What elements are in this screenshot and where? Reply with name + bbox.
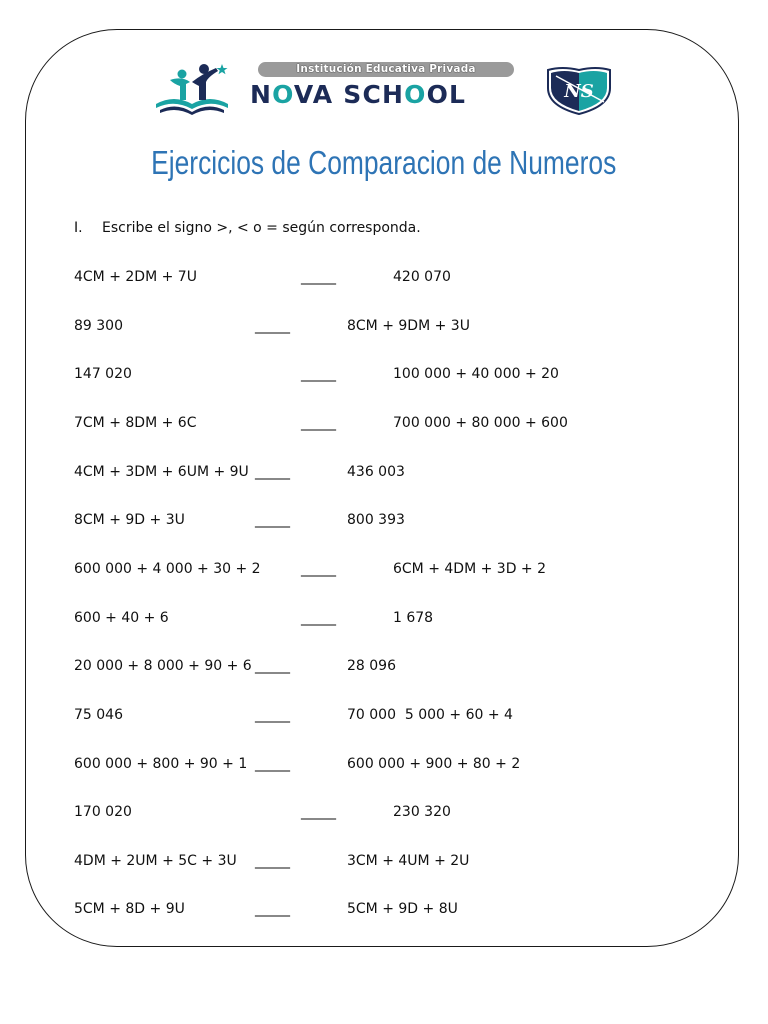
exercise-left-expression: 75 046	[74, 706, 123, 723]
exercise-left-expression: 4CM + 3DM + 6UM + 9U	[74, 463, 249, 480]
exercise-row	[0, 609, 768, 629]
exercise-right-expression: 6CM + 4DM + 3D + 2	[393, 560, 547, 577]
exercise-right-expression: 800 393	[347, 512, 405, 529]
exercise-right-expression: 230 320	[393, 804, 451, 821]
answer-blank[interactable]: _____	[255, 706, 290, 723]
exercise-row	[0, 268, 768, 288]
svg-text:NS: NS	[564, 81, 594, 102]
exercise-right-expression: 436 003	[347, 463, 405, 480]
answer-blank[interactable]: _____	[255, 852, 290, 869]
exercise-left-expression: 4DM + 2UM + 5C + 3U	[74, 852, 237, 869]
page-title: Ejercicios de Comparacion de Numeros	[151, 144, 617, 181]
exercise-right-expression: 8CM + 9DM + 3U	[347, 317, 470, 334]
answer-blank[interactable]: _____	[255, 901, 290, 918]
exercise-row	[0, 365, 768, 385]
answer-blank[interactable]: _____	[301, 269, 336, 285]
exercise-row	[0, 900, 768, 920]
exercise-left-expression: 7CM + 8DM + 6C	[74, 414, 197, 431]
answer-blank[interactable]: _____	[255, 658, 290, 675]
school-name: NOVA SCHOOL	[250, 80, 467, 109]
answer-blank[interactable]: _____	[255, 755, 290, 772]
exercise-right-expression: 28 096	[347, 658, 396, 675]
exercise-left-expression: 170 020	[74, 804, 132, 821]
exercise-row	[0, 755, 768, 775]
answer-blank[interactable]: _____	[301, 804, 336, 821]
exercise-row	[0, 560, 768, 580]
instruction-number: I.	[74, 220, 83, 236]
exercise-left-expression: 5CM + 8D + 9U	[74, 901, 185, 918]
exercise-right-expression: 100 000 + 40 000 + 20	[393, 366, 559, 383]
exercise-right-expression: 70 000 5 000 + 60 + 4	[347, 706, 513, 723]
answer-blank[interactable]: _____	[301, 366, 336, 383]
exercise-left-expression: 8CM + 9D + 3U	[74, 512, 185, 529]
exercise-left-expression: 4CM + 2DM + 7U	[74, 269, 197, 285]
instruction-text: Escribe el signo >, < o = según corresponda.	[102, 220, 421, 236]
exercise-right-expression: 700 000 + 80 000 + 600	[393, 414, 568, 431]
answer-blank[interactable]: _____	[301, 414, 336, 431]
exercise-row	[0, 803, 768, 823]
exercise-row	[0, 511, 768, 531]
exercise-right-expression: 420 070	[393, 269, 451, 285]
exercise-row	[0, 317, 768, 337]
exercise-left-expression: 600 000 + 800 + 90 + 1	[74, 755, 248, 772]
students-book-icon	[152, 60, 232, 116]
exercise-right-expression: 3CM + 4UM + 2U	[347, 852, 470, 869]
exercise-row	[0, 657, 768, 677]
exercise-left-expression: 600 + 40 + 6	[74, 609, 169, 626]
exercise-left-expression: 20 000 + 8 000 + 90 + 6	[74, 658, 252, 675]
exercise-row	[0, 852, 768, 872]
answer-blank[interactable]: _____	[301, 609, 336, 626]
exercise-row	[0, 414, 768, 434]
answer-blank[interactable]: _____	[255, 512, 290, 529]
exercise-left-expression: 89 300	[74, 317, 123, 334]
institution-label: Institución Educativa Privada	[258, 62, 514, 77]
school-logo-banner	[148, 56, 622, 118]
school-shield-icon	[544, 66, 614, 116]
exercise-right-expression: 1 678	[393, 609, 434, 626]
answer-blank[interactable]: _____	[301, 560, 336, 577]
answer-blank[interactable]: _____	[255, 463, 290, 480]
exercise-row	[0, 706, 768, 726]
exercise-left-expression: 147 020	[74, 366, 132, 383]
exercise-left-expression: 600 000 + 4 000 + 30 + 2	[74, 560, 261, 577]
answer-blank[interactable]: _____	[255, 317, 290, 334]
exercise-right-expression: 600 000 + 900 + 80 + 2	[347, 755, 521, 772]
exercise-right-expression: 5CM + 9D + 8U	[347, 901, 458, 918]
exercise-row	[0, 463, 768, 483]
